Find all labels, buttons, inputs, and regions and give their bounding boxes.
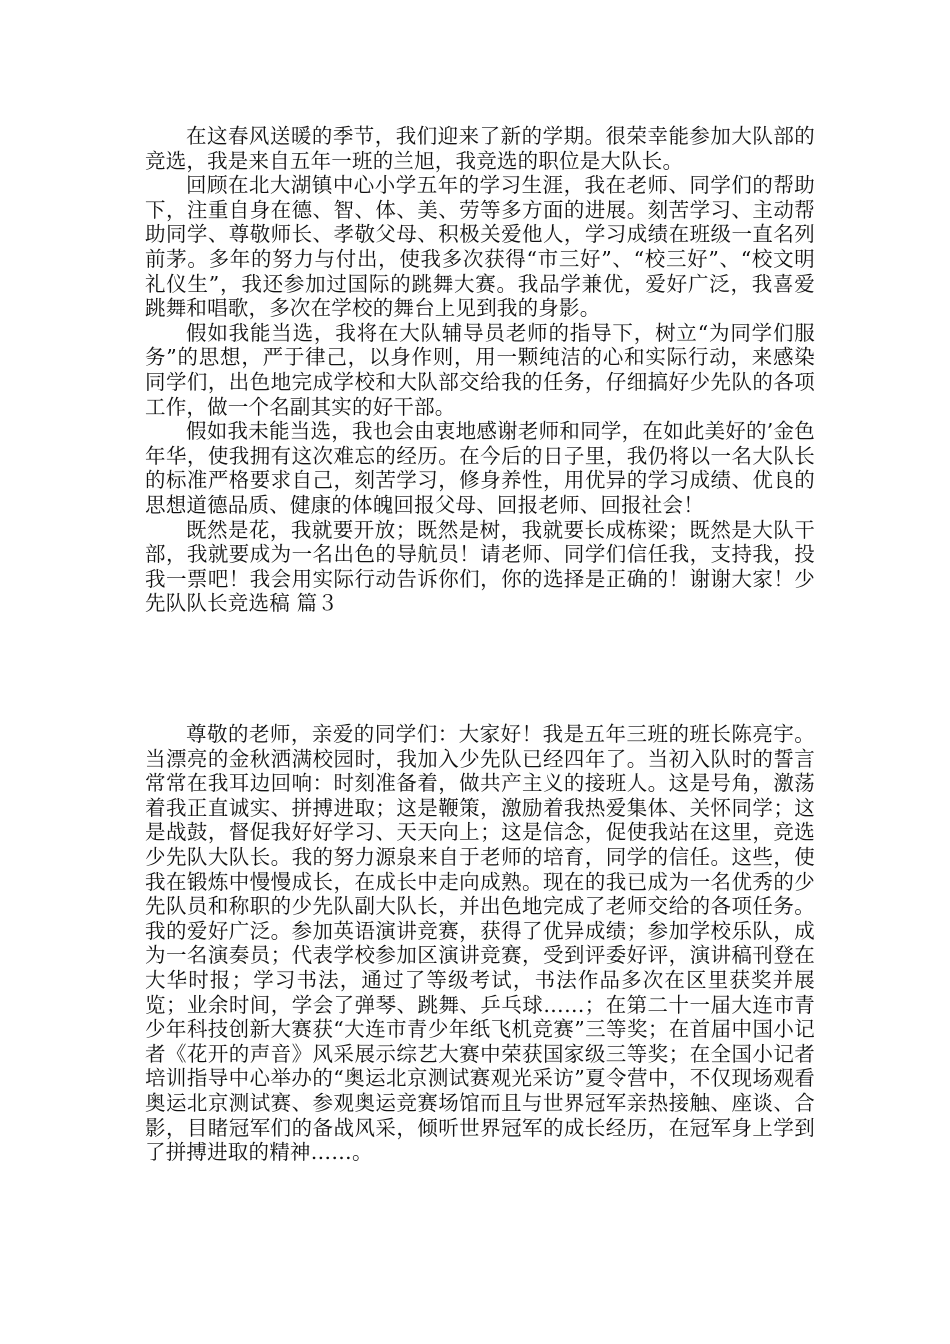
paragraph-speech-three: 尊敬的老师，亲爱的同学们：大家好！我是五年三班的班长陈亮宇。当漂亮的金秋洒满校园时，我加入少先队已经四年了。当初入队时的誓言常常在我耳边回响：时刻准备着，做共产主义的接班人。这是号角，激荡着我正直诚实、拼搏进取；这是鞭策，激励着我热爱集体、关怀同学；这是战鼓，督促我好好学习、天天向上；这是信念，促使我站在这里，竞选少先队大队长。我的努力源泉来自于老师的培育，同学的信任。这些，使我在锻炼中慢慢成长，在成长中走向成熟。现在的我已成为一名优秀的少先队员和称职的少先队副大队长，并出色地完成了老师交给的各项任务。我的爱好广泛。参加英语演讲竞赛，获得了优异成绩；参加学校乐队，成为一名演奏员；代表学校参加区演讲竞赛，受到评委好评，演讲稿刊登在大华时报；学习书法，通过了等级考试，书法作品多次在区里获奖并展览；业余时间，学会了弹琴、跳舞、乒乓球……；在第二十一届大连市青少年科技创新大赛获“大连市青少年纸飞机竞赛”三等奖；在首届中国小记者《花开的声音》风采展示综艺大赛中荣获国家级三等奖；在全国小记者培训指导中心举办的“奥运北京测试赛观光采访”夏令营中，不仅现场观看奥运北京测试赛、参观奥运竞赛场馆而且与世界冠军亲热接触、座谈、合影，目睹冠军们的备战风采，倾听世界冠军的成长经历，在冠军身上学到了拼搏进取的精神……。	[145, 722, 815, 1165]
paragraph-if-elected: 假如我能当选，我将在大队辅导员老师的指导下，树立“为同学们服务”的思想，严于律己，以身作则，用一颗纯洁的心和实际行动，来感染同学们，出色地完成学校和大队部交给我的任务，仔细搞好少先队的各项工作，做一个名副其实的好干部。	[145, 320, 815, 419]
speech-section-one	[145, 124, 815, 616]
paragraph-opening: 在这春风送暖的季节，我们迎来了新的学期。很荣幸能参加大队部的竞选，我是来自五年一班的兰旭，我竞选的职位是大队长。	[145, 124, 815, 173]
paragraph-if-not-elected: 假如我未能当选，我也会由衷地感谢老师和同学，在如此美好的’金色年华，使我拥有这次难忘的经历。在今后的日子里，我仍将以一名大队长的标准严格要求自己，刻苦学习，修身养性，用优异的学习成绩、优良的思想道德品质、健康的体魄回报父母、回报老师、回报社会！	[145, 419, 815, 517]
paragraph-review: 回顾在北大湖镇中心小学五年的学习生涯，我在老师、同学们的帮助下，注重自身在德、智、体、美、劳等多方面的进展。刻苦学习、主动帮助同学、尊敬师长、孝敬父母、积极关爱他人，学习成绩在班级一直名列前茅。多年的努力与付出，使我多次获得“市三好”、“校三好”、“校文明礼仪生”，我还参加过国际的跳舞大赛。我品学兼优，爱好广泛，我喜爱跳舞和唱歌，多次在学校的舞台上见到我的身影。	[145, 173, 815, 321]
speech-section-two	[145, 722, 815, 1165]
paragraph-closing: 既然是花，我就要开放；既然是树，我就要长成栋梁；既然是大队干部，我就要成为一名出色的导航员！请老师、同学们信任我，支持我，投我一票吧！我会用实际行动告诉你们，你的选择是正确的！谢谢大家！少先队队长竞选稿 篇３	[145, 517, 815, 616]
